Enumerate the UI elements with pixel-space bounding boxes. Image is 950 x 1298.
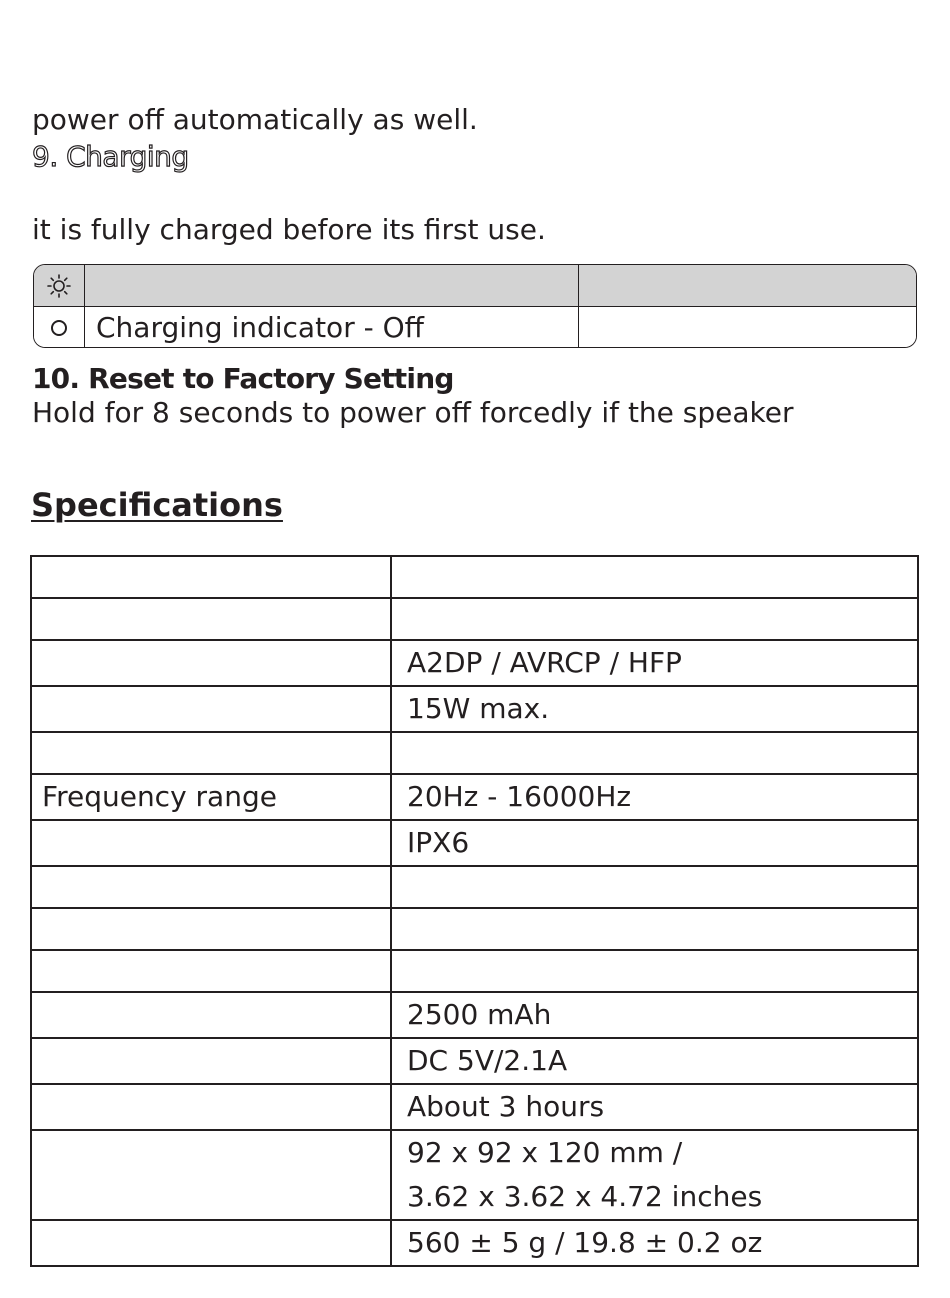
spec-row bbox=[31, 992, 918, 1038]
indicator-table-header bbox=[34, 265, 916, 307]
spec-row bbox=[31, 774, 918, 820]
spec-key bbox=[31, 1130, 391, 1220]
specifications-title: Specifications bbox=[31, 486, 283, 524]
spec-value-line: 92 x 92 x 120 mm / bbox=[407, 1136, 683, 1169]
spec-key: Frequency range bbox=[31, 774, 391, 820]
spec-row bbox=[31, 732, 918, 774]
spec-key bbox=[31, 556, 391, 598]
spec-row bbox=[31, 950, 918, 992]
spec-value bbox=[391, 732, 918, 774]
indicator-row-label: Charging indicator - Off bbox=[85, 307, 579, 348]
charging-text: it is fully charged before its first use. bbox=[32, 213, 546, 246]
spec-row bbox=[31, 866, 918, 908]
spec-key bbox=[31, 732, 391, 774]
spec-row bbox=[31, 1220, 918, 1266]
spec-value: 2500 mAh bbox=[391, 992, 918, 1038]
indicator-row-meaning bbox=[579, 307, 916, 348]
spec-row bbox=[31, 908, 918, 950]
charging-heading: 9. Charging bbox=[32, 140, 189, 173]
indicator-row bbox=[34, 307, 916, 348]
indicator-header-meaning bbox=[579, 265, 916, 306]
spec-key bbox=[31, 908, 391, 950]
spec-value bbox=[391, 908, 918, 950]
indicator-row-icon-cell bbox=[34, 307, 85, 348]
spec-row bbox=[31, 686, 918, 732]
reset-heading: 10. Reset to Factory Setting bbox=[32, 362, 454, 395]
spec-key bbox=[31, 686, 391, 732]
spec-key bbox=[31, 1220, 391, 1266]
spec-row bbox=[31, 1038, 918, 1084]
circle-icon bbox=[51, 320, 67, 336]
spec-key bbox=[31, 866, 391, 908]
spec-row bbox=[31, 640, 918, 686]
spec-value: 20Hz - 16000Hz bbox=[391, 774, 918, 820]
spec-value: DC 5V/2.1A bbox=[391, 1038, 918, 1084]
spec-row bbox=[31, 1084, 918, 1130]
spec-row bbox=[31, 598, 918, 640]
spec-key bbox=[31, 1038, 391, 1084]
spec-key bbox=[31, 992, 391, 1038]
spec-value: 15W max. bbox=[391, 686, 918, 732]
spec-key bbox=[31, 1084, 391, 1130]
spec-value: IPX6 bbox=[391, 820, 918, 866]
spec-key bbox=[31, 598, 391, 640]
intro-line: power off automatically as well. bbox=[32, 103, 478, 136]
spec-value bbox=[391, 556, 918, 598]
spec-row bbox=[31, 1130, 918, 1220]
spec-row bbox=[31, 820, 918, 866]
spec-value: A2DP / AVRCP / HFP bbox=[391, 640, 918, 686]
indicator-icon-cell bbox=[34, 265, 85, 306]
spec-value bbox=[391, 1130, 918, 1220]
spec-value: About 3 hours bbox=[391, 1084, 918, 1130]
spec-value: 560 ± 5 g / 19.8 ± 0.2 oz bbox=[391, 1220, 918, 1266]
indicator-header-status bbox=[85, 265, 579, 306]
charging-indicator-table bbox=[33, 264, 917, 348]
spec-key bbox=[31, 820, 391, 866]
spec-value-line: 3.62 x 3.62 x 4.72 inches bbox=[407, 1180, 763, 1213]
spec-key bbox=[31, 950, 391, 992]
spec-value bbox=[391, 866, 918, 908]
spec-row bbox=[31, 556, 918, 598]
specifications-table bbox=[30, 555, 919, 1267]
spec-value bbox=[391, 598, 918, 640]
spec-key bbox=[31, 640, 391, 686]
spec-value bbox=[391, 950, 918, 992]
reset-text: Hold for 8 seconds to power off forcedly if the speaker bbox=[32, 396, 794, 429]
sun-icon bbox=[47, 274, 71, 298]
